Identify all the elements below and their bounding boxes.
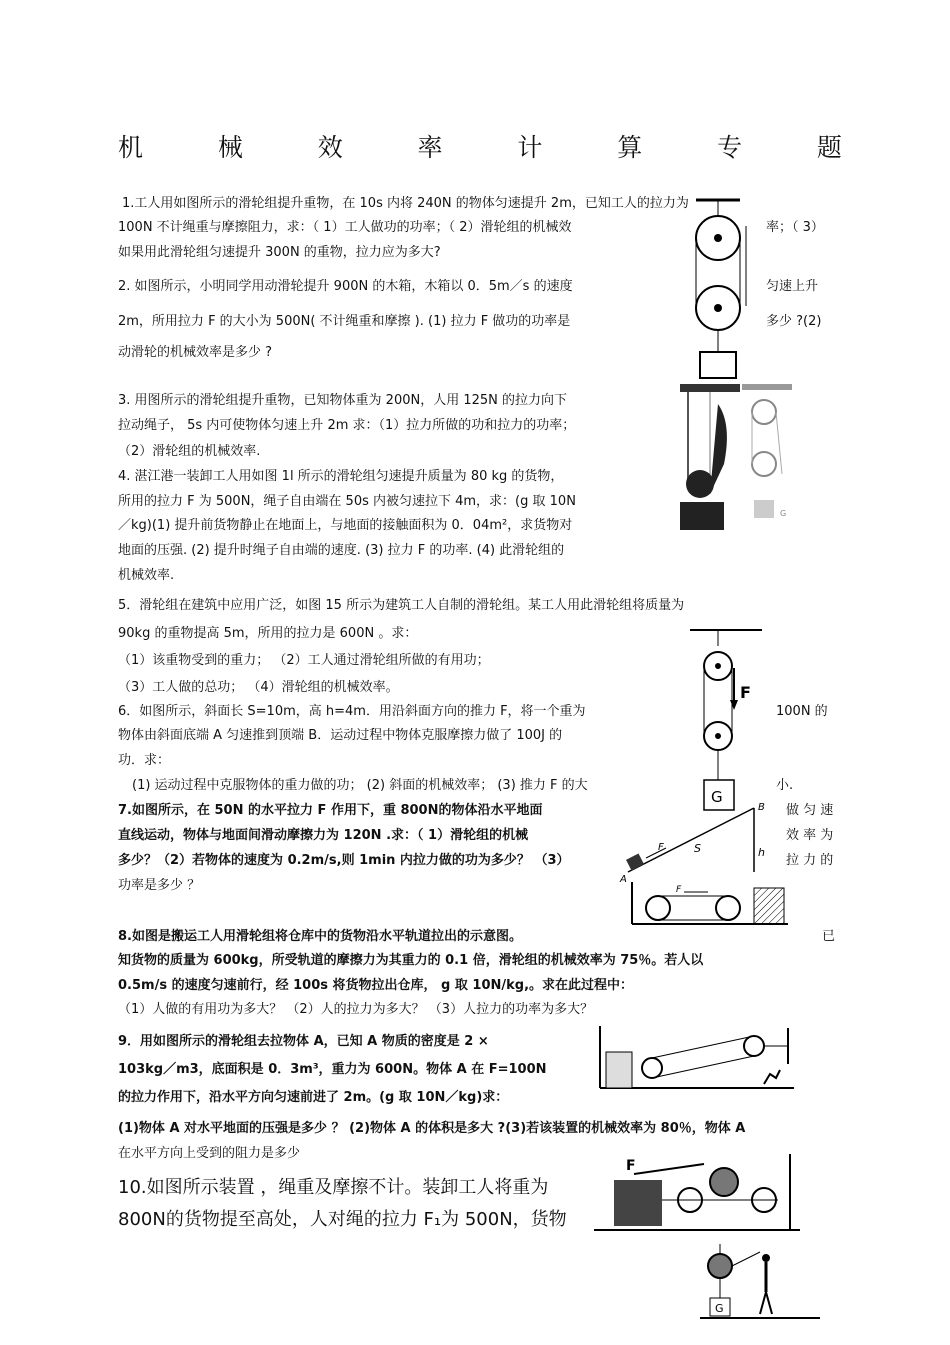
title-char: 效 — [317, 133, 343, 162]
pulley-figure-4 — [742, 384, 792, 524]
q7-line: 7.如图所示，在 50N 的水平拉力 F 作用下，重 800N的物体沿水平地面 — [118, 803, 543, 818]
pulley-figure-5 — [688, 624, 768, 816]
q2-line: 动滑轮的机械效率是多少 ? — [118, 345, 273, 360]
title-char: 计 — [517, 133, 543, 162]
q7-line: 直线运动，物体与地面间滑动摩擦力为 120N .求：（ 1）滑轮组的机械 — [118, 828, 529, 843]
q9-line: 9．用如图所示的滑轮组去拉物体 A，已知 A 物质的密度是 2 × — [118, 1034, 489, 1049]
page-title — [118, 128, 842, 164]
q5-line: （1）该重物受到的重力； （2）工人通过滑轮组所做的有用功； — [118, 653, 490, 668]
force-label: F — [626, 1158, 636, 1174]
weight-label: G — [715, 1302, 724, 1315]
q4-line: 地面的压强. (2) 提升时绳子自由端的速度. (3) 拉力 F 的功率. (4) 此滑轮组的 — [118, 543, 565, 558]
q2-line: 2. 如图所示，小明同学用动滑轮提升 900N 的木箱，木箱以 0．5m／s 的速度 — [118, 279, 573, 294]
q4-line: ／kg)(1) 提升前货物静止在地面上，与地面的接触面积为 0．04m²，求货物对 — [118, 518, 573, 533]
q7-line: 多少？（2）若物体的速度为 0.2m/s,则 1min 内拉力做的功为多少？ （3） — [118, 853, 570, 868]
q5-line: 90kg 的重物提高 5m，所用的拉力是 600N 。求： — [118, 626, 418, 641]
pulley-figure-1 — [690, 196, 760, 386]
q9-line: 在水平方向上受到的阻力是多少 — [118, 1146, 301, 1161]
q4-line: 机械效率. — [118, 568, 175, 583]
q4-line: 4. 湛江港一装卸工人用如图 1l 所示的滑轮组匀速提升质量为 80 kg 的货物， — [118, 469, 564, 484]
q6-line: 100N 的 — [776, 704, 828, 719]
horizontal-pulley-figure — [628, 880, 788, 928]
q6-line: (1) 运动过程中克服物体的重力做的功； (2) 斜面的机械效率； (3) 推力 F 的大 — [132, 778, 588, 793]
title-char: 机 — [118, 133, 144, 162]
title-char: 专 — [717, 133, 743, 162]
title-char: 率 — [417, 133, 443, 162]
point-a-label: A — [620, 874, 627, 885]
q7-line: 功率是多少 ？ — [118, 878, 201, 893]
point-b-label: B — [758, 802, 765, 813]
force-label: F — [658, 842, 664, 853]
title-char: 题 — [816, 133, 842, 162]
height-label: h — [758, 846, 765, 859]
q6-line: 小. — [776, 778, 794, 793]
q4-line: 所用的拉力 F 为 500N，绳子自由端在 50s 内被匀速拉下 4m，求：(g 取 10N — [118, 494, 576, 509]
q7-line: 拉 力 的 — [786, 853, 834, 868]
q6-line: 物体由斜面底端 A 匀速推到顶端 B．运动过程中物体克服摩擦力做了 100J 的 — [118, 728, 563, 743]
title-char: 算 — [617, 133, 643, 162]
force-label: F — [676, 885, 682, 895]
q8-line: （1）人做的有用功为多大？ （2）人的拉力为多大？ （3）人拉力的功率为多大？ — [118, 1002, 594, 1017]
q3-line: 拉动绳子， 5s 内可使物体匀速上升 2m 求：（1）拉力所做的功和拉力的功率； — [118, 418, 576, 433]
q2-line: 匀速上升 — [766, 279, 819, 294]
incline-figure — [618, 800, 770, 890]
pulley-figure-9 — [594, 1024, 794, 1094]
q7-line: 效 率 为 — [786, 828, 834, 843]
weight-label: G — [711, 788, 723, 806]
pulley-figure-10b — [700, 1244, 820, 1322]
q8-line: 8.如图是搬运工人用滑轮组将仓库中的货物沿水平轨道拉出的示意图。 — [118, 929, 522, 944]
g-label: G — [780, 509, 787, 518]
q8-line: 0.5m/s 的速度匀速前行，经 100s 将货物拉出仓库， g 取 10N/kg,。求在此过程中： — [118, 978, 634, 993]
q1-line: 100N 不计绳重与摩擦阻力，求：（ 1）工人做功的功率；（ 2）滑轮组的机械效 — [118, 220, 572, 235]
q5-line: 5．滑轮组在建筑中应用广泛，如图 15 所示为建筑工人自制的滑轮组。某工人用此滑轮组将质量为 — [118, 598, 685, 613]
pulley-figure-10a — [594, 1150, 800, 1240]
q5-line: （3）工人做的总功； （4）滑轮组的机械效率。 — [118, 680, 399, 695]
q9-line: 的拉力作用下，沿水平方向匀速前进了 2m。(g 取 10N／kg)求： — [118, 1090, 509, 1105]
q2-line: 2m，所用拉力 F 的大小为 500N( 不计绳重和摩擦 ). (1) 拉力 F 做功的功率是 — [118, 314, 571, 329]
q1-line: 如果用此滑轮组匀速提升 300N 的重物，拉力应为多大? — [118, 245, 441, 260]
q10-line: 10.如图所示装置 ，绳重及摩擦不计。装卸工人将重为 — [118, 1177, 549, 1198]
q9-line: 103kg／m3，底面积是 0．3m³，重力为 600N。物体 A 在 F=100N — [118, 1062, 547, 1077]
q7-line: 做 匀 速 — [786, 803, 834, 818]
title-char: 械 — [217, 133, 243, 162]
q8-line: 知货物的质量为 600kg，所受轨道的摩擦力为其重力的 0.1 倍，滑轮组的机械效率为 75％。若人以 — [118, 953, 704, 968]
q6-line: 功．求： — [118, 753, 171, 768]
q1-line: 率；（ 3） — [766, 220, 824, 235]
q1-line: 1.工人用如图所示的滑轮组提升重物，在 10s 内将 240N 的物体匀速提升 2m，已知工人的拉力为 — [122, 196, 689, 211]
q8-line: 已 — [822, 929, 836, 944]
pulley-figure-3 — [680, 384, 740, 534]
q3-line: 3. 用图所示的滑轮组提升重物，已知物体重为 200N，人用 125N 的拉力向下 — [118, 393, 568, 408]
q2-line: 多少 ?(2) — [766, 314, 822, 329]
q9-line: (1)物体 A 对水平地面的压强是多少 ？ (2)物体 A 的体积是多大 ?(3)若该装置的机械效率为 80％，物体 A — [118, 1121, 746, 1136]
q10-line: 800N的货物提至高处，人对绳的拉力 F₁为 500N，货物 — [118, 1209, 567, 1230]
q6-line: 6．如图所示，斜面长 S=10m，高 h=4m．用沿斜面方向的推力 F，将一个重为 — [118, 704, 586, 719]
force-label: F — [740, 683, 751, 702]
q3-line: （2）滑轮组的机械效率. — [118, 444, 261, 459]
length-label: S — [694, 842, 701, 855]
